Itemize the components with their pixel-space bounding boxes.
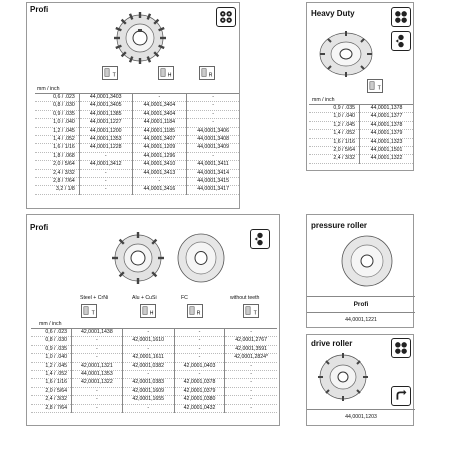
drive-roller-panel xyxy=(306,334,414,426)
part-number-cell: - xyxy=(225,387,277,395)
part-number-cell: - xyxy=(187,110,239,118)
part-number-cell: - xyxy=(174,345,225,353)
unit-label: mm / inch xyxy=(39,321,62,327)
part-number-cell: 44,0001,1200 xyxy=(79,127,132,135)
two-roll-drive-icon xyxy=(391,31,411,51)
panel-title: Profi xyxy=(30,5,49,14)
divider xyxy=(307,409,415,410)
size-cell: 1,6 / 1/16 xyxy=(35,144,79,152)
size-cell: 2,0 / 5/64 xyxy=(35,161,79,169)
svg-text:T: T xyxy=(91,310,95,317)
table-row xyxy=(35,94,239,102)
col-label-fc: FC xyxy=(181,295,188,301)
part-number-cell: - xyxy=(72,404,123,412)
table-row xyxy=(31,379,277,387)
table-row xyxy=(35,110,239,118)
smooth-roller-image xyxy=(175,231,227,285)
size-cell: 0,9 / .035 xyxy=(31,345,72,353)
part-number-cell: - xyxy=(225,371,277,379)
part-number-cell: - xyxy=(225,362,277,370)
drive-roller-image xyxy=(315,351,371,403)
part-number-cell: 44,0001,3406 xyxy=(187,127,239,135)
heavy-duty-panel xyxy=(306,2,414,171)
part-number-cell: - xyxy=(72,345,123,353)
part-number-cell: - xyxy=(122,329,174,337)
gear-roller-image xyxy=(111,9,169,67)
part-number-cell: 42,0001,1611 xyxy=(122,354,174,362)
part-number-cell: - xyxy=(132,94,187,102)
size-cell: 1,6 / 1/16 xyxy=(31,379,72,387)
table-row xyxy=(35,102,239,110)
pressure-roller-panel xyxy=(306,214,414,328)
table-row xyxy=(31,371,277,379)
table-row xyxy=(309,105,413,113)
part-number-cell: 44,0001,1323 xyxy=(360,138,413,146)
size-cell: 1,0 / .040 xyxy=(31,354,72,362)
part-number-cell: 44,0001,1185 xyxy=(132,127,187,135)
part-number-cell: - xyxy=(72,396,123,404)
part-number-cell: 42,0001,0383 xyxy=(122,379,174,387)
part-number-cell: 42,0001,2824* xyxy=(225,354,277,362)
part-number-cell: - xyxy=(122,371,174,379)
part-number-cell: - xyxy=(79,178,132,186)
table-row xyxy=(31,345,277,353)
table-row xyxy=(35,136,239,144)
size-cell: 1,4 / .052 xyxy=(35,136,79,144)
svg-text:T: T xyxy=(253,310,257,317)
gear-roller-image xyxy=(109,229,167,287)
size-cell: 1,2 / .045 xyxy=(35,127,79,135)
profi-top-table xyxy=(35,93,239,195)
return-arrow-icon xyxy=(391,386,411,406)
size-cell: 0,6 / .023 xyxy=(35,94,79,102)
v-groove-icon xyxy=(367,79,383,93)
part-number-cell: 42,0001,0380 xyxy=(174,396,225,404)
table-row xyxy=(309,130,413,138)
part-number-cell: - xyxy=(187,152,239,160)
table-row xyxy=(309,155,413,163)
size-cell: 1,0 / .040 xyxy=(35,119,79,127)
u-groove-icon xyxy=(158,66,174,80)
part-number-cell: 44,0001,3407 xyxy=(132,136,187,144)
size-cell: 2,8 / 7/64 xyxy=(35,178,79,186)
part-number-cell: 44,0001,3403 xyxy=(79,94,132,102)
part-number-cell: 44,0001,3405 xyxy=(79,102,132,110)
svg-text:R: R xyxy=(208,72,213,79)
part-number-cell: - xyxy=(72,387,123,395)
table-row xyxy=(309,138,413,146)
size-cell: 2,0 / 5/64 xyxy=(309,147,360,155)
size-cell: 2,4 / 3/32 xyxy=(31,396,72,404)
size-cell: 1,4 / .052 xyxy=(31,371,72,379)
table-row xyxy=(35,119,239,127)
part-number-cell: - xyxy=(187,102,239,110)
pressure-roller-image xyxy=(339,233,395,289)
table-row xyxy=(35,186,239,194)
v-groove-icon xyxy=(243,304,259,318)
part-number-cell: - xyxy=(174,337,225,345)
table-row xyxy=(31,354,277,362)
part-number-cell: 42,0001,1438 xyxy=(72,329,123,337)
part-number-cell: 44,0001,1184 xyxy=(132,119,187,127)
part-number-cell: 42,0001,1655 xyxy=(122,396,174,404)
part-number-cell: 42,0001,0378 xyxy=(174,379,225,387)
size-cell: 2,8 / 7/64 xyxy=(31,404,72,412)
table-row xyxy=(309,121,413,129)
table-row xyxy=(309,147,413,155)
panel-title: Profi xyxy=(30,223,49,232)
part-number-cell: 44,0001,3411 xyxy=(187,161,239,169)
size-cell: 1,2 / .045 xyxy=(309,121,360,129)
part-number-cell: 44,0001,1353 xyxy=(72,371,123,379)
part-number-cell: - xyxy=(225,404,277,412)
table-row xyxy=(35,127,239,135)
heavy-duty-table xyxy=(309,104,413,164)
part-number-cell: 42,0001,2767 xyxy=(225,337,277,345)
part-number-cell: 42,0001,0382 xyxy=(122,362,174,370)
v-groove-icon xyxy=(81,304,97,318)
drive-roller-code: 44,0001,1203 xyxy=(345,414,377,420)
col-label-without-teeth: without teeth xyxy=(230,295,260,301)
table-row xyxy=(35,178,239,186)
part-number-cell: 44,0001,3404 xyxy=(132,110,187,118)
part-number-cell: 44,0001,3416 xyxy=(132,186,187,194)
part-number-cell: 44,0001,1353 xyxy=(79,136,132,144)
table-row xyxy=(309,113,413,121)
size-cell: 2,4 / 3/32 xyxy=(309,155,360,163)
size-cell: 0,9 / .035 xyxy=(309,105,360,113)
size-cell: 3,2 / 1/8 xyxy=(35,186,79,194)
svg-text:T: T xyxy=(377,85,381,92)
part-number-cell: 44,0001,1501 xyxy=(360,147,413,155)
table-row xyxy=(31,362,277,370)
part-number-cell: 42,0001,0432 xyxy=(174,404,225,412)
table-row xyxy=(35,152,239,160)
profi-top-panel xyxy=(26,2,240,209)
part-number-cell: 44,0001,3417 xyxy=(187,186,239,194)
size-cell: 0,9 / .035 xyxy=(35,110,79,118)
part-number-cell: - xyxy=(122,345,174,353)
part-number-cell: 42,0001,3591 xyxy=(225,345,277,353)
svg-text:H: H xyxy=(167,72,172,79)
profi-bottom-table xyxy=(31,328,277,413)
panel-title: pressure roller xyxy=(311,221,368,230)
part-number-cell: - xyxy=(225,329,277,337)
col-label-alu: Alu + CuSi xyxy=(132,295,157,301)
svg-text:T: T xyxy=(112,72,116,79)
part-number-cell: 44,0001,3404 xyxy=(132,102,187,110)
part-number-cell: 44,0001,1228 xyxy=(79,144,132,152)
size-cell: 2,4 / 3/32 xyxy=(35,169,79,177)
table-row xyxy=(31,396,277,404)
part-number-cell: 44,0001,1378 xyxy=(360,121,413,129)
part-number-cell: 44,0001,3413 xyxy=(132,169,187,177)
profi-bottom-panel xyxy=(26,214,280,426)
knurled-groove-icon xyxy=(199,66,215,80)
four-roll-drive-icon xyxy=(391,338,411,358)
part-number-cell: 42,0001,1610 xyxy=(122,337,174,345)
part-number-cell: - xyxy=(187,94,239,102)
table-row xyxy=(31,387,277,395)
divider xyxy=(307,296,415,297)
part-number-cell: 44,0001,3414 xyxy=(187,169,239,177)
part-number-cell: 42,0001,1321 xyxy=(72,362,123,370)
panel-title: drive roller xyxy=(311,339,353,348)
size-cell: 1,0 / .040 xyxy=(309,113,360,121)
u-groove-icon xyxy=(140,304,156,318)
table-row xyxy=(35,161,239,169)
size-cell: 0,8 / .030 xyxy=(35,102,79,110)
part-number-cell: - xyxy=(174,354,225,362)
panel-title: Heavy Duty xyxy=(311,9,355,18)
part-number-cell: - xyxy=(132,178,187,186)
part-number-cell: 44,0001,1377 xyxy=(360,113,413,121)
unit-label: mm / inch xyxy=(37,86,60,92)
part-number-cell: - xyxy=(79,186,132,194)
part-number-cell: - xyxy=(174,329,225,337)
part-number-cell: - xyxy=(225,379,277,387)
table-row xyxy=(31,337,277,345)
table-row xyxy=(31,404,277,412)
part-number-cell: 44,0001,3410 xyxy=(132,161,187,169)
part-number-cell: - xyxy=(79,169,132,177)
heavy-duty-gear-image xyxy=(315,27,377,77)
size-cell: 0,8 / .030 xyxy=(31,337,72,345)
part-number-cell: 42,0001,0379 xyxy=(174,387,225,395)
part-number-cell: - xyxy=(174,371,225,379)
part-number-cell: 42,0001,1609 xyxy=(122,387,174,395)
four-roll-drive-icon xyxy=(391,7,411,27)
two-roll-drive-icon xyxy=(250,229,270,249)
part-number-cell: 44,0001,1379 xyxy=(360,130,413,138)
part-number-cell: - xyxy=(122,404,174,412)
table-row xyxy=(31,329,277,337)
part-number-cell: 44,0001,3415 xyxy=(187,178,239,186)
part-number-cell: - xyxy=(72,337,123,345)
part-number-cell: 44,0001,1296 xyxy=(132,152,187,160)
part-number-cell: - xyxy=(187,119,239,127)
part-number-cell: 44,0001,1378 xyxy=(360,105,413,113)
part-number-cell: - xyxy=(79,152,132,160)
pressure-roller-code: 44,0001,1221 xyxy=(345,317,377,323)
part-number-cell: 42,0001,1322 xyxy=(72,379,123,387)
part-number-cell: - xyxy=(225,396,277,404)
unit-label: mm / inch xyxy=(312,97,335,103)
svg-text:R: R xyxy=(196,310,201,317)
table-row xyxy=(35,144,239,152)
table-row xyxy=(35,169,239,177)
size-cell: 1,6 / 1/16 xyxy=(309,138,360,146)
part-number-cell: 44,0001,3409 xyxy=(187,144,239,152)
part-number-cell: 44,0001,1385 xyxy=(79,110,132,118)
size-cell: 1,2 / .045 xyxy=(31,362,72,370)
part-number-cell: 44,0001,1227 xyxy=(79,119,132,127)
size-cell: 0,6 / .023 xyxy=(31,329,72,337)
part-number-cell: 44,0001,3408 xyxy=(187,136,239,144)
part-number-cell: - xyxy=(72,354,123,362)
pressure-roller-label: Profi xyxy=(353,301,369,308)
v-groove-icon xyxy=(102,66,118,80)
part-number-cell: 44,0001,3412 xyxy=(79,161,132,169)
size-cell: 1,8 / .068 xyxy=(35,152,79,160)
part-number-cell: 44,0001,1209 xyxy=(132,144,187,152)
knurled-groove-icon xyxy=(187,304,203,318)
col-label-steel: Steel + CrNi xyxy=(80,295,109,301)
divider xyxy=(307,312,415,313)
four-roll-drive-icon xyxy=(216,7,236,27)
part-number-cell: 42,0001,0403 xyxy=(174,362,225,370)
svg-text:H: H xyxy=(149,310,154,317)
size-cell: 2,0 / 5/64 xyxy=(31,387,72,395)
size-cell: 1,4 / .052 xyxy=(309,130,360,138)
part-number-cell: 44,0001,1322 xyxy=(360,155,413,163)
